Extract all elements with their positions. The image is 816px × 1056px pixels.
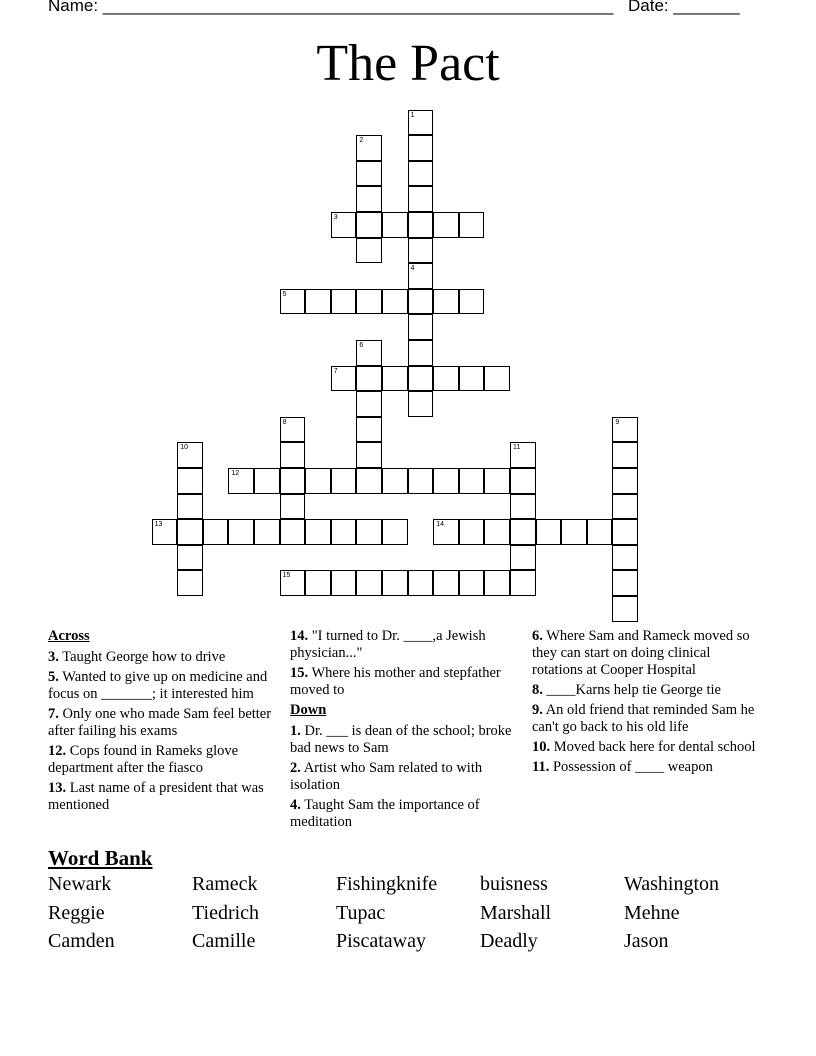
- grid-cell[interactable]: [356, 468, 382, 494]
- clue-down-4: [290, 797, 526, 831]
- word-bank-word: Rameck: [192, 873, 258, 895]
- clue-text: Where his mother and stepfather moved to: [290, 665, 501, 698]
- grid-cell[interactable]: [280, 417, 306, 443]
- clues-column-2: [290, 628, 526, 834]
- grid-cell[interactable]: [433, 289, 459, 315]
- grid-cell[interactable]: [408, 468, 434, 494]
- grid-cell[interactable]: [587, 519, 613, 545]
- grid-cell[interactable]: [561, 519, 587, 545]
- clue-number: 8.: [532, 682, 543, 698]
- clue-text: "I turned to Dr. ____,a Jewish physician...": [290, 628, 486, 661]
- grid-cell[interactable]: [612, 417, 638, 443]
- grid-cell[interactable]: [254, 468, 280, 494]
- grid-cell[interactable]: [459, 468, 485, 494]
- across-heading: Across: [48, 628, 90, 644]
- grid-cell[interactable]: [408, 366, 434, 392]
- grid-cell[interactable]: [408, 289, 434, 315]
- grid-cell[interactable]: [356, 289, 382, 315]
- clue-across-3: [48, 649, 284, 666]
- grid-cell[interactable]: [382, 212, 408, 238]
- grid-clue-number: 2: [359, 137, 364, 145]
- grid-cell[interactable]: [612, 545, 638, 571]
- grid-cell[interactable]: [612, 570, 638, 596]
- word-bank-word: Deadly: [480, 930, 538, 952]
- clue-across-14: [290, 628, 526, 662]
- clue-number: 11.: [532, 759, 550, 775]
- word-bank-word: Fishingknife: [336, 873, 438, 895]
- word-bank-word: buisness: [480, 873, 548, 895]
- grid-cell[interactable]: [612, 468, 638, 494]
- grid-cell[interactable]: [433, 468, 459, 494]
- grid-cell[interactable]: [356, 238, 382, 264]
- clue-text: ____Karns help tie George tie: [546, 682, 721, 698]
- clue-across-15: [290, 665, 526, 699]
- clue-number: 10.: [532, 739, 551, 755]
- grid-cell[interactable]: [382, 289, 408, 315]
- clues-column-3: [532, 628, 762, 779]
- clue-number: 7.: [48, 706, 59, 722]
- grid-clue-number: 8: [282, 418, 287, 426]
- grid-cell[interactable]: [305, 570, 331, 596]
- grid-clue-number: 13: [154, 521, 163, 529]
- grid-cell[interactable]: [433, 366, 459, 392]
- grid-cell[interactable]: [280, 570, 306, 596]
- grid-cell[interactable]: [408, 263, 434, 289]
- grid-cell[interactable]: [203, 519, 229, 545]
- clue-number: 9.: [532, 702, 543, 718]
- grid-cell[interactable]: [254, 519, 280, 545]
- grid-cell[interactable]: [510, 442, 536, 468]
- grid-clue-number: 5: [282, 290, 287, 298]
- grid-cell[interactable]: [331, 366, 357, 392]
- word-bank-word: Piscataway: [336, 930, 426, 952]
- grid-cell[interactable]: [331, 212, 357, 238]
- grid-clue-number: 7: [333, 367, 338, 375]
- grid-cell[interactable]: [408, 238, 434, 264]
- grid-cell[interactable]: [305, 468, 331, 494]
- clue-number: 2.: [290, 760, 301, 776]
- clue-across-12: [48, 743, 284, 777]
- name-line: Name: ______________________________________________________: [48, 0, 614, 15]
- grid-cell[interactable]: [356, 366, 382, 392]
- grid-cell[interactable]: [408, 135, 434, 161]
- clue-number: 14.: [290, 628, 309, 644]
- grid-cell[interactable]: [356, 212, 382, 238]
- grid-cell[interactable]: [331, 570, 357, 596]
- grid-cell[interactable]: [408, 186, 434, 212]
- grid-cell[interactable]: [280, 494, 306, 520]
- grid-cell[interactable]: [459, 289, 485, 315]
- grid-cell[interactable]: [459, 366, 485, 392]
- grid-clue-number: 6: [359, 342, 364, 349]
- clue-text: Wanted to give up on medicine and focus on _______; it interested him: [48, 669, 268, 702]
- clue-text: Moved back here for dental school: [553, 739, 756, 755]
- clue-text: Last name of a president that was mentioned: [48, 780, 264, 813]
- grid-cell[interactable]: [536, 519, 562, 545]
- clue-number: 4.: [290, 797, 301, 813]
- clue-number: 5.: [48, 669, 59, 685]
- clue-down-2: [290, 760, 526, 794]
- grid-cell[interactable]: [382, 468, 408, 494]
- grid-cell[interactable]: [356, 442, 382, 468]
- word-bank-title: Word Bank: [48, 846, 153, 870]
- grid-cell[interactable]: [177, 442, 203, 468]
- grid-cell[interactable]: [331, 468, 357, 494]
- grid-cell[interactable]: [484, 570, 510, 596]
- grid-cell[interactable]: [280, 442, 306, 468]
- clue-across-13: [48, 780, 284, 814]
- grid-cell[interactable]: [408, 340, 434, 366]
- grid-cell[interactable]: [177, 494, 203, 520]
- clue-down-11: [532, 759, 762, 776]
- grid-cell[interactable]: [510, 519, 536, 545]
- grid-clue-number: 9: [615, 418, 620, 426]
- grid-cell[interactable]: [612, 596, 638, 622]
- grid-cell[interactable]: [484, 366, 510, 392]
- word-bank-word: Tupac: [336, 902, 386, 924]
- clue-text: Possession of ____ weapon: [552, 759, 713, 775]
- grid-cell[interactable]: [612, 442, 638, 468]
- word-bank-word: Washington: [624, 873, 720, 895]
- grid-cell[interactable]: [356, 417, 382, 443]
- clue-across-7: [48, 706, 284, 740]
- grid-cell[interactable]: [510, 545, 536, 571]
- grid-cell[interactable]: [612, 494, 638, 520]
- clue-number: 1.: [290, 723, 301, 739]
- clues-column-1: [48, 628, 284, 817]
- word-bank-word: Reggie: [48, 902, 105, 924]
- grid-cell[interactable]: [280, 468, 306, 494]
- grid-cell[interactable]: [484, 468, 510, 494]
- word-bank-word: Camden: [48, 930, 115, 952]
- grid-cell[interactable]: [510, 570, 536, 596]
- grid-cell[interactable]: [177, 519, 203, 545]
- clue-text: Cops found in Rameks glove department after the fiasco: [48, 743, 239, 776]
- grid-cell[interactable]: [228, 519, 254, 545]
- grid-clue-number: 11: [513, 444, 521, 452]
- grid-cell[interactable]: [177, 545, 203, 571]
- clue-text: Only one who made Sam feel better after failing his exams: [48, 706, 272, 739]
- grid-cell[interactable]: [484, 519, 510, 545]
- word-bank-word: Jason: [624, 930, 669, 952]
- page-title: The Pact: [316, 35, 500, 92]
- grid-cell[interactable]: [331, 289, 357, 315]
- clue-text: An old friend that reminded Sam he can't go back to his old life: [532, 702, 755, 735]
- grid-cell[interactable]: [356, 340, 382, 366]
- grid-cell[interactable]: [152, 519, 178, 545]
- grid-cell[interactable]: [228, 468, 254, 494]
- word-bank-word: Marshall: [480, 902, 552, 924]
- word-bank-word: Newark: [48, 873, 112, 895]
- grid-cell[interactable]: [177, 570, 203, 596]
- grid-clue-number: 10: [180, 444, 188, 452]
- clue-down-1: [290, 723, 526, 757]
- grid-cell[interactable]: [433, 519, 459, 545]
- grid-cell[interactable]: [356, 135, 382, 161]
- grid-clue-number: 4: [410, 265, 415, 273]
- down-heading: Down: [290, 702, 327, 718]
- grid-cell[interactable]: [280, 289, 306, 315]
- word-bank-word: Camille: [192, 930, 256, 952]
- grid-clue-number: 3: [333, 214, 338, 221]
- grid-cell[interactable]: [305, 519, 331, 545]
- grid-cell[interactable]: [177, 468, 203, 494]
- clue-across-5: [48, 669, 284, 703]
- grid-cell[interactable]: [356, 519, 382, 545]
- clue-text: Where Sam and Rameck moved so they can start on doing clinical rotations at Cooper Hospital: [532, 628, 750, 678]
- clue-text: Taught George how to drive: [62, 649, 226, 665]
- clue-down-9: [532, 702, 762, 736]
- grid-cell[interactable]: [408, 314, 434, 340]
- grid-cell[interactable]: [408, 212, 434, 238]
- grid-cell[interactable]: [331, 519, 357, 545]
- clue-text: Dr. ___ is dean of the school; broke bad news to Sam: [290, 723, 512, 756]
- grid-cell[interactable]: [382, 570, 408, 596]
- grid-clue-number: 14: [436, 521, 444, 529]
- clue-text: Taught Sam the importance of meditation: [290, 797, 480, 830]
- grid-cell[interactable]: [433, 570, 459, 596]
- word-bank-word: Mehne: [624, 902, 680, 924]
- clue-down-6: [532, 628, 762, 679]
- grid-cell[interactable]: [356, 391, 382, 417]
- clue-down-8: [532, 682, 762, 699]
- word-bank-word: Tiedrich: [192, 902, 260, 924]
- grid-clue-number: 1: [410, 111, 415, 119]
- grid-cell[interactable]: [382, 366, 408, 392]
- clue-number: 3.: [48, 649, 59, 665]
- grid-cell[interactable]: [612, 519, 638, 545]
- grid-cell[interactable]: [459, 519, 485, 545]
- grid-cell[interactable]: [408, 161, 434, 187]
- grid-cell[interactable]: [433, 212, 459, 238]
- clue-number: 13.: [48, 780, 67, 796]
- date-line: Date: _______: [628, 0, 740, 15]
- grid-cell[interactable]: [510, 468, 536, 494]
- grid-cell[interactable]: [408, 391, 434, 417]
- grid-clue-number: 15: [282, 572, 291, 580]
- grid-cell[interactable]: [280, 519, 306, 545]
- grid-cell[interactable]: [408, 110, 434, 136]
- clue-number: 15.: [290, 665, 309, 681]
- clue-number: 6.: [532, 628, 543, 644]
- grid-cell[interactable]: [305, 289, 331, 315]
- grid-cell[interactable]: [356, 570, 382, 596]
- grid-cell[interactable]: [510, 494, 536, 520]
- clue-down-10: [532, 739, 762, 756]
- grid-cell[interactable]: [459, 212, 485, 238]
- grid-cell[interactable]: [459, 570, 485, 596]
- clue-number: 12.: [48, 743, 67, 759]
- grid-cell[interactable]: [356, 161, 382, 187]
- grid-clue-number: 12: [231, 470, 240, 477]
- grid-cell[interactable]: [408, 570, 434, 596]
- clue-text: Artist who Sam related to with isolation: [290, 760, 483, 793]
- grid-cell[interactable]: [382, 519, 408, 545]
- grid-cell[interactable]: [356, 186, 382, 212]
